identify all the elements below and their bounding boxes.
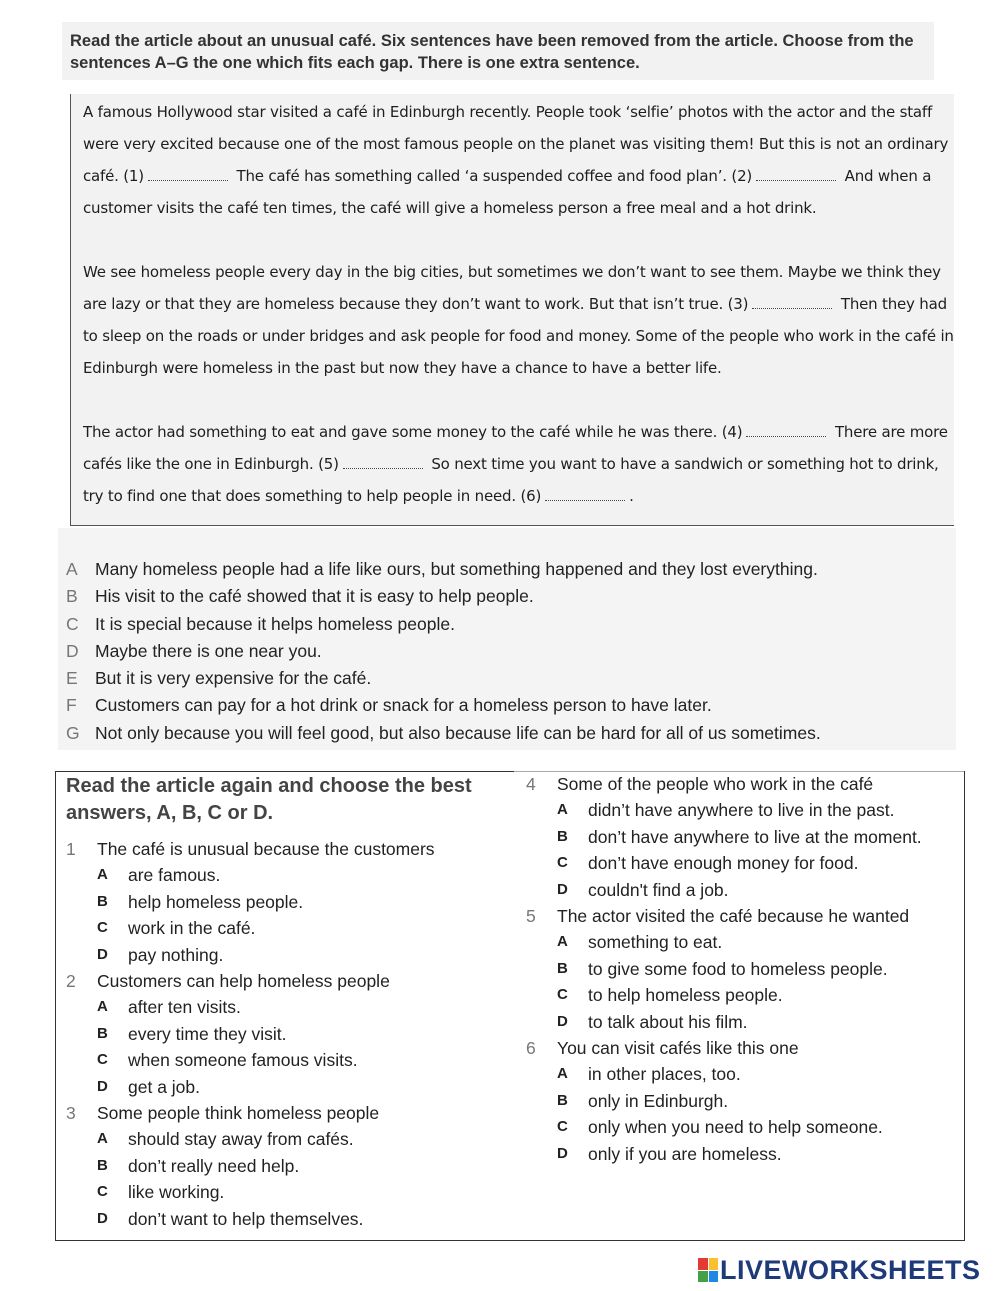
answer-option[interactable]: C don’t have enough money for food. bbox=[557, 853, 859, 874]
answer-option[interactable]: B to give some food to homeless people. bbox=[557, 958, 888, 979]
sentence-option: D Maybe there is one near you. bbox=[66, 640, 322, 661]
answer-option[interactable]: B every time they visit. bbox=[97, 1023, 287, 1044]
sentence-options bbox=[58, 528, 956, 750]
logo-mark-icon bbox=[698, 1258, 718, 1282]
answer-option[interactable]: D don’t want to help themselves. bbox=[97, 1208, 364, 1229]
answer-option[interactable]: D only if you are homeless. bbox=[557, 1143, 782, 1164]
article bbox=[70, 94, 954, 526]
gap-1[interactable] bbox=[148, 168, 228, 181]
answer-option[interactable]: A something to eat. bbox=[557, 932, 723, 953]
gap-4[interactable] bbox=[746, 424, 826, 437]
questions-box bbox=[55, 771, 965, 1241]
instructions: Read the article about an unusual café. Six sentences have been removed from the article. Choose from the sentences A–G the one which fits each gap. There is one extra sentence. bbox=[62, 22, 934, 80]
sentence-option: B His visit to the café showed that it is easy to help people. bbox=[66, 586, 534, 607]
answer-option[interactable]: C when someone famous visits. bbox=[97, 1050, 358, 1071]
question-3: 3 Some people think homeless people A should stay away from cafés. B don’t really need help. C like working. D don’t want to help themselves. bbox=[66, 1100, 516, 1232]
answer-option[interactable]: C to help homeless people. bbox=[557, 985, 783, 1006]
gap-2[interactable] bbox=[756, 168, 836, 181]
answer-option[interactable]: B don’t really need help. bbox=[97, 1155, 300, 1176]
answer-option[interactable]: B don’t have anywhere to live at the moment. bbox=[557, 826, 922, 847]
answer-option[interactable]: D couldn't find a job. bbox=[557, 879, 729, 900]
questions-left-column bbox=[66, 771, 516, 1232]
gap-3[interactable] bbox=[752, 296, 832, 309]
answer-option[interactable]: C like working. bbox=[97, 1182, 225, 1203]
answer-option[interactable]: C work in the café. bbox=[97, 918, 256, 939]
liveworksheets-logo bbox=[698, 1252, 981, 1288]
question-5: 5 The actor visited the café because he wanted A something to eat. B to give some food to homeless people. C to help homeless people. D to talk about his film. bbox=[526, 903, 961, 1035]
answer-option[interactable]: B only in Edinburgh. bbox=[557, 1090, 729, 1111]
logo-text: LIVEWORKSHEETS bbox=[720, 1254, 981, 1285]
answer-option[interactable]: D to talk about his film. bbox=[557, 1011, 748, 1032]
sentence-option: E But it is very expensive for the café. bbox=[66, 668, 372, 689]
article-paragraph-3: The actor had something to eat and gave some money to the café while he was there. (4) There are more cafés like the one in Edinburgh. (5) So next time you want to have a sandwich or something hot to drink, try to find one that does something to help people in need. (6) . bbox=[83, 423, 948, 505]
answer-option[interactable]: A didn’t have anywhere to live in the past. bbox=[557, 800, 895, 821]
sentence-option: C It is special because it helps homeless people. bbox=[66, 613, 455, 634]
questions-title: Read the article again and choose the best answers, A, B, C or D. bbox=[66, 775, 472, 824]
question-1: 1 The café is unusual because the customers A are famous. B help homeless people. C work in the café. D pay nothing. bbox=[66, 836, 516, 968]
question-6: 6 You can visit cafés like this one A in other places, too. B only in Edinburgh. C only when you need to help someone. D only if you are homeless. bbox=[526, 1035, 961, 1167]
gap-6[interactable] bbox=[545, 488, 625, 501]
question-2: 2 Customers can help homeless people A after ten visits. B every time they visit. C when someone famous visits. D get a job. bbox=[66, 968, 516, 1100]
gap-5[interactable] bbox=[343, 456, 423, 469]
answer-option[interactable]: A in other places, too. bbox=[557, 1064, 741, 1085]
sentence-option: G Not only because you will feel good, but also because life can be hard for all of us sometimes. bbox=[66, 722, 821, 743]
answer-option[interactable]: A should stay away from cafés. bbox=[97, 1129, 354, 1150]
questions-right-column bbox=[526, 771, 961, 1167]
logo-square bbox=[709, 1258, 719, 1270]
answer-option[interactable]: D pay nothing. bbox=[97, 944, 224, 965]
article-paragraph-1: A famous Hollywood star visited a café in Edinburgh recently. People took ‘selfie’ photos with the actor and the staff were very excited because one of the most famous people on the planet was visiting them! But this is not an ordinary café. (1) The café has something called ‘a suspended coffee and food plan’. (2) And when a customer visits the café ten times, the café will give a homeless person a free meal and a hot drink. bbox=[83, 103, 949, 217]
logo-square bbox=[698, 1271, 708, 1283]
answer-option[interactable]: A after ten visits. bbox=[97, 997, 241, 1018]
sentence-option: F Customers can pay for a hot drink or snack for a homeless person to have later. bbox=[66, 695, 712, 716]
logo-square bbox=[698, 1258, 708, 1270]
answer-option[interactable]: D get a job. bbox=[97, 1076, 200, 1097]
logo-square bbox=[709, 1271, 719, 1283]
article-paragraph-2: We see homeless people every day in the big cities, but sometimes we don’t want to see them. Maybe we think they are lazy or that they are homeless because they don’t want to work. But that isn’t true. (3) Then they had to sleep on the roads or under bridges and ask people for food and money. Some of the people who work in the café in Edinburgh were homeless in the past but now they have a chance to have a better life. bbox=[83, 263, 954, 377]
answer-option[interactable]: B help homeless people. bbox=[97, 891, 304, 912]
question-4: 4 Some of the people who work in the café A didn’t have anywhere to live in the past. B don’t have anywhere to live at the moment. C don’t have enough money for food. D couldn't find a job. bbox=[526, 771, 961, 903]
answer-option[interactable]: A are famous. bbox=[97, 865, 221, 886]
sentence-option: A Many homeless people had a life like ours, but something happened and they lost everything. bbox=[66, 559, 818, 579]
answer-option[interactable]: C only when you need to help someone. bbox=[557, 1117, 883, 1138]
